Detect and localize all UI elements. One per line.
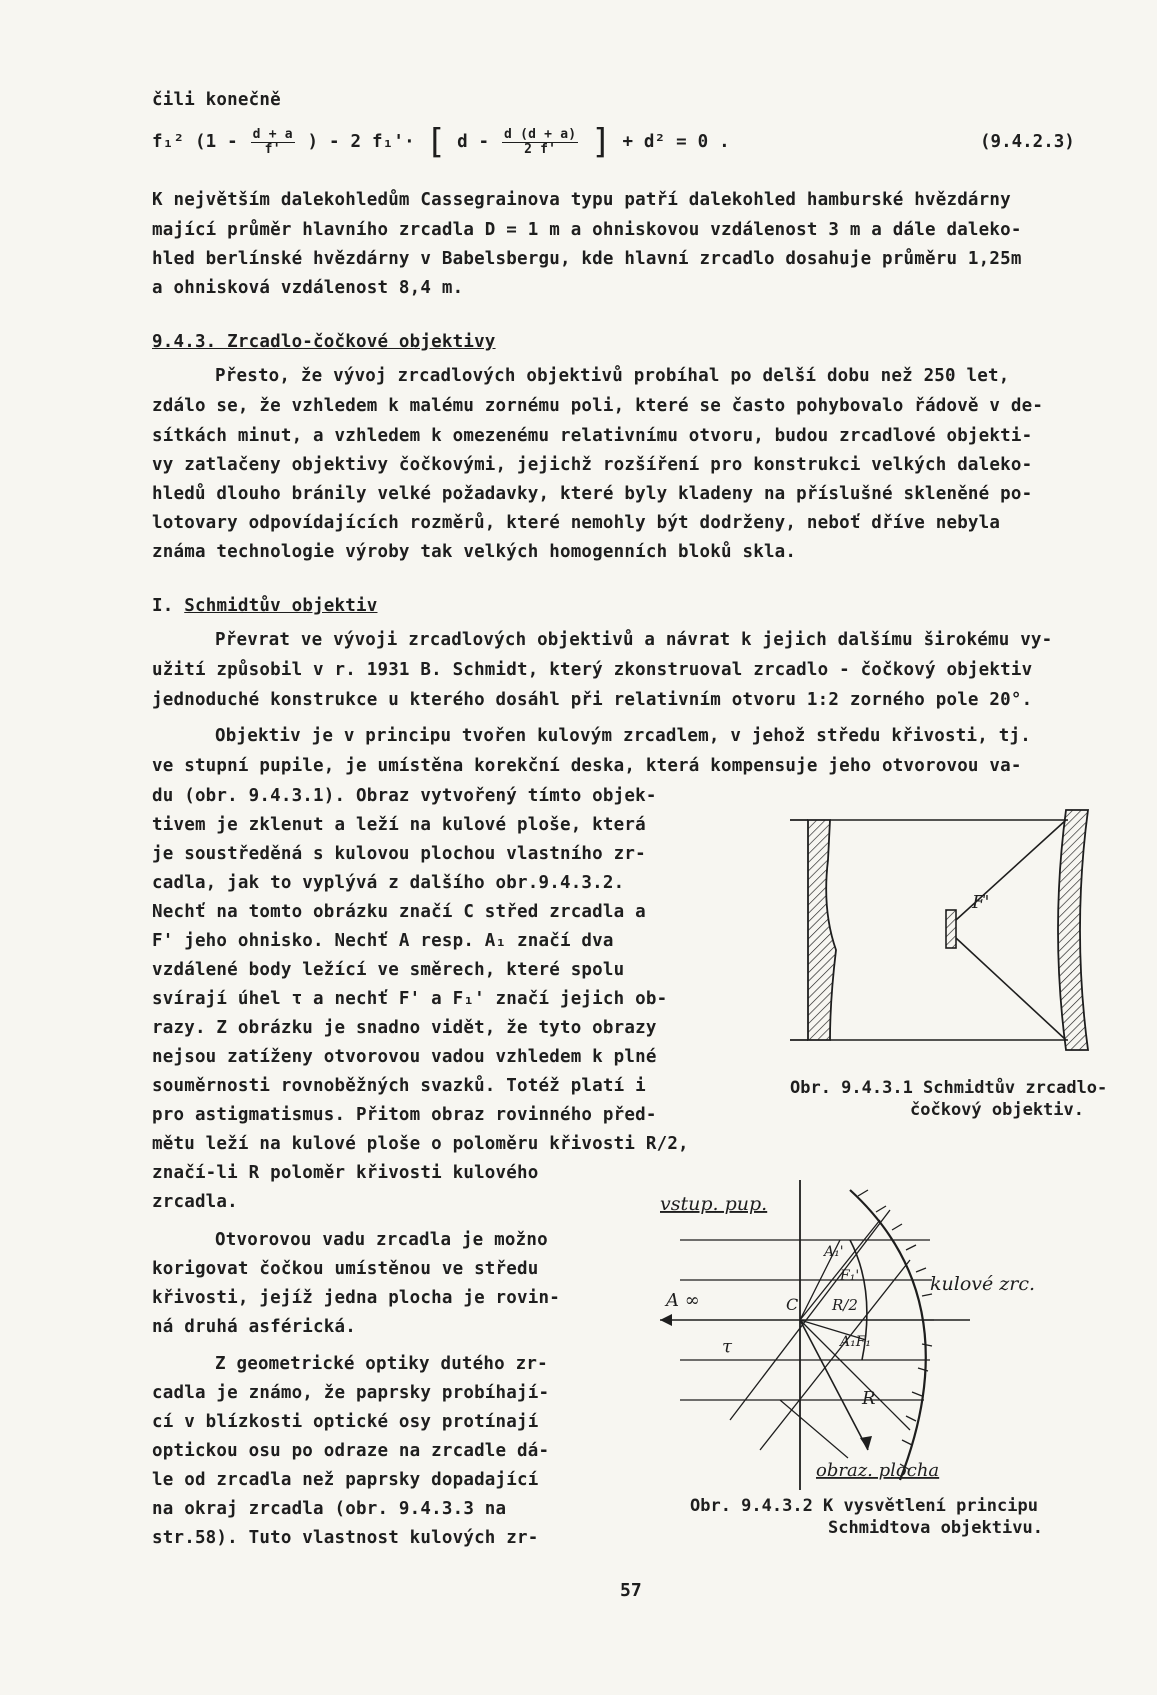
para1-line: a ohnisková vzdálenost 8,4 m.	[152, 278, 464, 298]
figure-schmidt-objective	[760, 800, 1120, 1060]
para1-line: K největším dalekohledům Cassegrainova typu patří dalekohled hamburské hvězdárny	[152, 190, 1011, 210]
para4-col-line: značí-li R poloměr křivosti kulového	[152, 1163, 539, 1183]
equation-fraction-2: $\frac{d (d + a)}{2 f'}$	[504, 126, 577, 157]
para5-line: korigovat čočkou umístěnou ve středu	[152, 1259, 539, 1279]
para2-line: Přesto, že vývoj zrcadlových objektivů probíhal po delší dobu než 250 let,	[215, 366, 1010, 386]
para4-line: Objektiv je v principu tvořen kulovým zrcadlem, v jehož středu křivosti, tj.	[215, 726, 1031, 746]
equation-fraction-1: $\frac{d + a}{f'}$	[252, 126, 293, 157]
correction-plate	[808, 820, 836, 1040]
para4-col-line: vzdálené body ležící ve směrech, které spolu	[152, 960, 625, 980]
figure-1-caption-line: Obr. 9.4.3.1 Schmidtův zrcadlo-	[790, 1078, 1108, 1098]
para4-col-line: Nechť na tomto obrázku značí C střed zrcadla a	[152, 902, 646, 922]
para3-line: Převrat ve vývoji zrcadlových objektivů a návrat k jejich dalšímu širokému vy-	[215, 630, 1053, 650]
para1-line: hled berlínské hvězdárny v Babelsbergu, kde hlavní zrcadlo dosahuje průměru 1,25m	[152, 249, 1022, 269]
para4-col-line: pro astigmatismus. Přitom obraz rovinného před-	[152, 1105, 657, 1125]
half-radius-label: R/2	[832, 1296, 858, 1314]
para4-col-line: razy. Z obrázku je snadno vidět, že tyto obrazy	[152, 1018, 657, 1038]
para2-line: vy zatlačeny objektivy čočkovými, jejichž rozšíření pro konstrukci velkých daleko-	[152, 455, 1033, 475]
center-label: C	[786, 1295, 799, 1314]
equation-lead: f₁² (1 -	[152, 132, 238, 152]
para4-col-line: tivem je zklenut a leží na kulové ploše, která	[152, 815, 646, 835]
equation-inner: d -	[457, 132, 490, 152]
para4-col-line: souměrnosti rovnoběžných svazků. Totéž platí i	[152, 1076, 646, 1096]
para3-line: užití způsobil v r. 1931 B. Schmidt, který zkonstruoval zrcadlo - čočkový objektiv	[152, 660, 1033, 680]
para2-line: známa technologie výroby tak velkých homogenních bloků skla.	[152, 542, 797, 562]
subsection-number: I.	[152, 596, 174, 616]
equation-number: (9.4.2.3)	[980, 132, 1075, 152]
object-label: A ∞	[666, 1290, 700, 1311]
a1f1-label: A₁F₁	[840, 1334, 872, 1350]
para2-line: zdálo se, že vzhledem k malému zornému poli, které se často pohybovalo řádově v de-	[152, 396, 1044, 416]
a1-label: A₁'	[824, 1244, 844, 1260]
para5-line: ná druhá asférická.	[152, 1317, 356, 1337]
equation-tail: + d² = 0 .	[622, 132, 730, 152]
para2-line: lotovary odpovídajících rozměrů, které nemohly být dodrženy, neboť dříve nebyla	[152, 513, 1001, 533]
para4-col-line: du (obr. 9.4.3.1). Obraz vytvořený tímto objek-	[152, 786, 657, 806]
subsection-heading: Schmidtův objektiv	[184, 596, 378, 616]
para4-col-line: mětu leží na kulové ploše o poloměru křivosti R/2,	[152, 1134, 689, 1154]
figure-schmidt-principle	[640, 1180, 1110, 1490]
para4-line: ve stupní pupile, je umístěna korekční deska, která kompensuje jeho otvorovou va-	[152, 756, 1022, 776]
section-heading: 9.4.3. Zrcadlo-čočkové objektivy	[152, 332, 496, 352]
intro-line: čili konečně	[152, 90, 281, 110]
subsection	[152, 596, 377, 616]
para1-line: mající průměr hlavního zrcadla D = 1 m a ohniskovou vzdálenost 3 m a dále daleko-	[152, 220, 1022, 240]
para6-line: le od zrcadla než paprsky dopadající	[152, 1470, 539, 1490]
figure-1-caption-line: čočkový objektiv.	[910, 1100, 1084, 1120]
para6-line: optickou osu po odraze na zrcadle dá-	[152, 1441, 550, 1461]
para6-line: Z geometrické optiky dutého zr-	[215, 1354, 548, 1374]
para6-line: cí v blízkosti optické osy protínají	[152, 1412, 539, 1432]
para4-col-line: je soustředěná s kulovou plochou vlastního zr-	[152, 844, 646, 864]
para4-col-line: F' jeho ohnisko. Nechť A resp. A₁ značí dva	[152, 931, 614, 951]
figure-2-caption-line: Schmidtova objektivu.	[828, 1518, 1043, 1538]
angle-label: τ	[722, 1336, 732, 1357]
para6-line: cadla je známo, že paprsky probíhají-	[152, 1383, 550, 1403]
para4-col-line: zrcadla.	[152, 1192, 238, 1212]
para4-col-line: svírají úhel τ a nechť F' a F₁' značí jejich ob-	[152, 989, 668, 1009]
focal-plate	[946, 910, 956, 948]
pupil-label: vstup. pup.	[660, 1193, 768, 1215]
spherical-mirror	[1058, 810, 1088, 1050]
equation-mid: ) - 2 f₁'·	[307, 132, 415, 152]
para2-line: sítkách minut, a vzhledem k omezenému relativnímu otvoru, budou zrcadlové objekti-	[152, 426, 1033, 446]
mirror-label: kulové zrc.	[930, 1273, 1036, 1295]
para5-line: křivosti, jejíž jedna plocha je rovin-	[152, 1288, 560, 1308]
page-number: 57	[620, 1580, 642, 1601]
para2-line: hledů dlouho bránily velké požadavky, které byly kladeny na příslušné skleněné po-	[152, 484, 1033, 504]
image-surface-label: obraz. plocha	[816, 1460, 940, 1481]
para6-line: na okraj zrcadla (obr. 9.4.3.3 na	[152, 1499, 507, 1519]
equation: f₁² (1 - $\frac{d + a}{f'}$ ) - 2 f₁'· [ d - $\frac{d (d + a)}{2 f'}$ ] + d² = 0 .	[152, 122, 730, 162]
focus-label: F'	[972, 892, 990, 913]
figure-2-caption-line: Obr. 9.4.3.2 K vysvětlení principu	[690, 1496, 1038, 1516]
para4-col-line: nejsou zatíženy otvorovou vadou vzhledem k plné	[152, 1047, 657, 1067]
radius-label: R	[862, 1388, 876, 1409]
para5-line: Otvorovou vadu zrcadla je možno	[215, 1230, 548, 1250]
f1-label: F₁'	[840, 1268, 860, 1284]
para4-col-line: cadla, jak to vyplývá z dalšího obr.9.4.3.2.	[152, 873, 625, 893]
para6-line: str.58). Tuto vlastnost kulových zr-	[152, 1528, 539, 1548]
para3-line: jednoduché konstrukce u kterého dosáhl při relativním otvoru 1:2 zorného pole 20°.	[152, 690, 1033, 710]
